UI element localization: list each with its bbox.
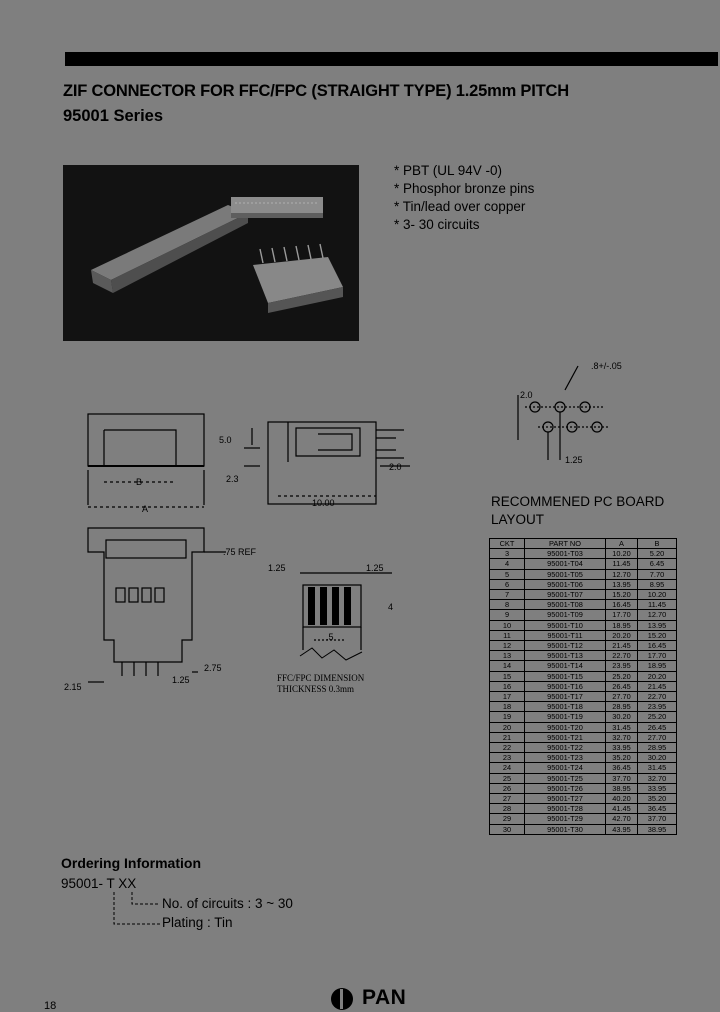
table-row: [490, 641, 677, 651]
cell-b: 13.95: [638, 620, 677, 630]
cell-ckt: 18: [490, 702, 525, 712]
layout-title-line1: RECOMMENED PC BOARD: [491, 494, 665, 509]
cell-part-no: 95001-T08: [525, 600, 606, 610]
cell-ckt: 10: [490, 620, 525, 630]
cell-ckt: 12: [490, 641, 525, 651]
table-row: [490, 783, 677, 793]
feature-circuits: * 3- 30 circuits: [394, 217, 480, 232]
hole-diameter: .8+/-.05: [591, 361, 622, 371]
cell-part-no: 95001-T07: [525, 590, 606, 600]
dim-1-25-right: 1.25: [366, 563, 384, 573]
label-b: B: [136, 477, 143, 487]
cell-a: 11.45: [606, 559, 638, 569]
cell-part-no: 95001-T21: [525, 732, 606, 742]
dim-1-25-pins: 1.25: [172, 675, 190, 685]
cell-part-no: 95001-T05: [525, 569, 606, 579]
cell-part-no: 95001-T11: [525, 630, 606, 640]
table-row: [490, 671, 677, 681]
table-row: [490, 630, 677, 640]
cell-ckt: 26: [490, 783, 525, 793]
cell-a: 43.95: [606, 824, 638, 834]
cell-a: 40.20: [606, 794, 638, 804]
label-a: A: [142, 504, 149, 514]
cell-ckt: 6: [490, 579, 525, 589]
cell-b: 20.20: [638, 671, 677, 681]
cell-a: 22.70: [606, 651, 638, 661]
cell-b: 11.45: [638, 600, 677, 610]
table-row: [490, 814, 677, 824]
dim-2-3: 2.3: [226, 474, 239, 484]
cell-b: 21.45: [638, 681, 677, 691]
dim-2-0-pcb: 2.0: [520, 390, 533, 400]
cell-a: 42.70: [606, 814, 638, 824]
cell-part-no: 95001-T17: [525, 692, 606, 702]
cell-b: 31.45: [638, 763, 677, 773]
brand-name: PAN: [362, 986, 407, 1009]
cell-a: 16.45: [606, 600, 638, 610]
cell-part-no: 95001-T20: [525, 722, 606, 732]
feature-material: * PBT (UL 94V -0): [394, 163, 503, 178]
table-row: [490, 763, 677, 773]
table-row: [490, 651, 677, 661]
dim-4: 4: [388, 602, 394, 612]
cell-b: 8.95: [638, 579, 677, 589]
cell-b: 7.70: [638, 569, 677, 579]
cell-ckt: 15: [490, 671, 525, 681]
page-number: 18: [44, 1000, 57, 1012]
cell-ckt: 7: [490, 590, 525, 600]
cell-part-no: 95001-T15: [525, 671, 606, 681]
table-row: [490, 569, 677, 579]
cell-ckt: 20: [490, 722, 525, 732]
cell-ckt: 9: [490, 610, 525, 620]
cell-part-no: 95001-T25: [525, 773, 606, 783]
cell-ckt: 8: [490, 600, 525, 610]
cell-ckt: 3: [490, 549, 525, 559]
cell-part-no: 95001-T12: [525, 641, 606, 651]
cell-b: 15.20: [638, 630, 677, 640]
cell-b: 23.95: [638, 702, 677, 712]
cell-ckt: 11: [490, 630, 525, 640]
ordering-circuits: No. of circuits : 3 ~ 30: [162, 896, 293, 911]
page-title: ZIF CONNECTOR FOR FFC/FPC (STRAIGHT TYPE) 1.25mm PITCH: [63, 82, 569, 100]
cell-a: 35.20: [606, 753, 638, 763]
cell-a: 30.20: [606, 712, 638, 722]
cell-part-no: 95001-T03: [525, 549, 606, 559]
front-view-outline: [88, 414, 204, 466]
cell-b: 27.70: [638, 732, 677, 742]
cell-part-no: 95001-T19: [525, 712, 606, 722]
cell-b: 5.20: [638, 549, 677, 559]
dim-10-00: 10.00: [312, 498, 335, 508]
table-row: [490, 579, 677, 589]
cell-a: 33.95: [606, 743, 638, 753]
cell-part-no: 95001-T23: [525, 753, 606, 763]
cell-ckt: 17: [490, 692, 525, 702]
cell-part-no: 95001-T04: [525, 559, 606, 569]
feature-plating: * Tin/lead over copper: [394, 199, 526, 214]
ordering-leader-lines: [100, 890, 164, 930]
table-header-row: [490, 539, 677, 549]
dim-2-0-side: 2.0: [389, 462, 402, 472]
layout-title: [491, 493, 664, 529]
cell-part-no: 95001-T14: [525, 661, 606, 671]
table-row: [490, 702, 677, 712]
table-row: [490, 794, 677, 804]
table-row: [490, 549, 677, 559]
table-row: [490, 804, 677, 814]
cell-a: 36.45: [606, 763, 638, 773]
header-ckt: CKT: [490, 539, 525, 549]
cell-a: 15.20: [606, 590, 638, 600]
cell-ckt: 27: [490, 794, 525, 804]
table-row: [490, 824, 677, 834]
cell-a: 13.95: [606, 579, 638, 589]
cell-ckt: 25: [490, 773, 525, 783]
cell-a: 17.70: [606, 610, 638, 620]
table-row: [490, 681, 677, 691]
table-row: [490, 712, 677, 722]
cell-part-no: 95001-T13: [525, 651, 606, 661]
cell-b: 35.20: [638, 794, 677, 804]
cell-a: 28.95: [606, 702, 638, 712]
table-row: [490, 722, 677, 732]
cell-a: 25.20: [606, 671, 638, 681]
cell-a: 23.95: [606, 661, 638, 671]
cell-b: 26.45: [638, 722, 677, 732]
cell-part-no: 95001-T09: [525, 610, 606, 620]
header-a: A: [606, 539, 638, 549]
cell-b: 37.70: [638, 814, 677, 824]
dim-1-25-left: 1.25: [268, 563, 286, 573]
cell-part-no: 95001-T18: [525, 702, 606, 712]
cell-b: 38.95: [638, 824, 677, 834]
cell-b: 12.70: [638, 610, 677, 620]
table-row: [490, 559, 677, 569]
cell-b: 22.70: [638, 692, 677, 702]
cell-a: 41.45: [606, 804, 638, 814]
cell-ckt: 29: [490, 814, 525, 824]
cell-part-no: 95001-T06: [525, 579, 606, 589]
cell-a: 20.20: [606, 630, 638, 640]
cell-b: 17.70: [638, 651, 677, 661]
cell-a: 26.45: [606, 681, 638, 691]
cell-part-no: 95001-T16: [525, 681, 606, 691]
table-row: [490, 773, 677, 783]
ffc-dimension-note: FFC/FPC DIMENSION: [277, 673, 365, 683]
connector-photo-illustration: [63, 165, 359, 341]
dim-2-15: 2.15: [64, 682, 82, 692]
table-body: [490, 549, 677, 835]
cell-ckt: 22: [490, 743, 525, 753]
cell-ckt: 16: [490, 681, 525, 691]
cell-ckt: 28: [490, 804, 525, 814]
header-part-no: PART NO: [525, 539, 606, 549]
cell-ckt: 21: [490, 732, 525, 742]
cell-ckt: 5: [490, 569, 525, 579]
cell-part-no: 95001-T10: [525, 620, 606, 630]
table-row: [490, 610, 677, 620]
product-photo: [63, 165, 359, 341]
pcb-hole-pattern: [518, 366, 610, 460]
cell-a: 18.95: [606, 620, 638, 630]
cell-ckt: 23: [490, 753, 525, 763]
cell-b: 10.20: [638, 590, 677, 600]
cell-b: 30.20: [638, 753, 677, 763]
cell-a: 21.45: [606, 641, 638, 651]
header-b: B: [638, 539, 677, 549]
dim-0-5: .5: [326, 632, 334, 642]
ffc-contacts: [308, 587, 351, 625]
table-row: [490, 692, 677, 702]
table-row: [490, 732, 677, 742]
cell-b: 32.70: [638, 773, 677, 783]
cell-a: 32.70: [606, 732, 638, 742]
cell-b: 16.45: [638, 641, 677, 651]
cell-b: 33.95: [638, 783, 677, 793]
cell-part-no: 95001-T26: [525, 783, 606, 793]
cell-ckt: 4: [490, 559, 525, 569]
table-row: [490, 590, 677, 600]
part-number-table: [489, 538, 677, 835]
header-bar: [65, 52, 718, 66]
table-row: [490, 753, 677, 763]
dim-1-25-pcb: 1.25: [565, 455, 583, 465]
layout-title-line2: LAYOUT: [491, 512, 545, 527]
table-row: [490, 661, 677, 671]
cell-a: 27.70: [606, 692, 638, 702]
cell-a: 31.45: [606, 722, 638, 732]
dim-5-0: 5.0: [219, 435, 232, 445]
table-row: [490, 620, 677, 630]
cell-ckt: 14: [490, 661, 525, 671]
cell-part-no: 95001-T22: [525, 743, 606, 753]
cell-b: 18.95: [638, 661, 677, 671]
cell-part-no: 95001-T28: [525, 804, 606, 814]
cell-a: 37.70: [606, 773, 638, 783]
ordering-title: Ordering Information: [61, 855, 201, 871]
cell-ckt: 13: [490, 651, 525, 661]
ordering-plating: Plating : Tin: [162, 915, 233, 930]
cell-part-no: 95001-T30: [525, 824, 606, 834]
feature-pins: * Phosphor bronze pins: [394, 181, 535, 196]
cell-part-no: 95001-T24: [525, 763, 606, 773]
cell-part-no: 95001-T29: [525, 814, 606, 824]
table-row: [490, 600, 677, 610]
cell-b: 6.45: [638, 559, 677, 569]
dim-2-75: 2.75: [204, 663, 222, 673]
cell-a: 12.70: [606, 569, 638, 579]
ffc-thickness-note: THICKNESS 0.3mm: [277, 684, 355, 694]
cell-ckt: 30: [490, 824, 525, 834]
cell-b: 36.45: [638, 804, 677, 814]
cell-ckt: 19: [490, 712, 525, 722]
cell-ckt: 24: [490, 763, 525, 773]
ordering-code: 95001- T XX: [61, 876, 137, 891]
cell-b: 28.95: [638, 743, 677, 753]
cell-part-no: 95001-T27: [525, 794, 606, 804]
table-row: [490, 743, 677, 753]
cell-a: 10.20: [606, 549, 638, 559]
cell-a: 38.95: [606, 783, 638, 793]
ref-0-75: .75 REF: [223, 547, 257, 557]
cell-b: 25.20: [638, 712, 677, 722]
series-title: 95001 Series: [63, 107, 164, 125]
